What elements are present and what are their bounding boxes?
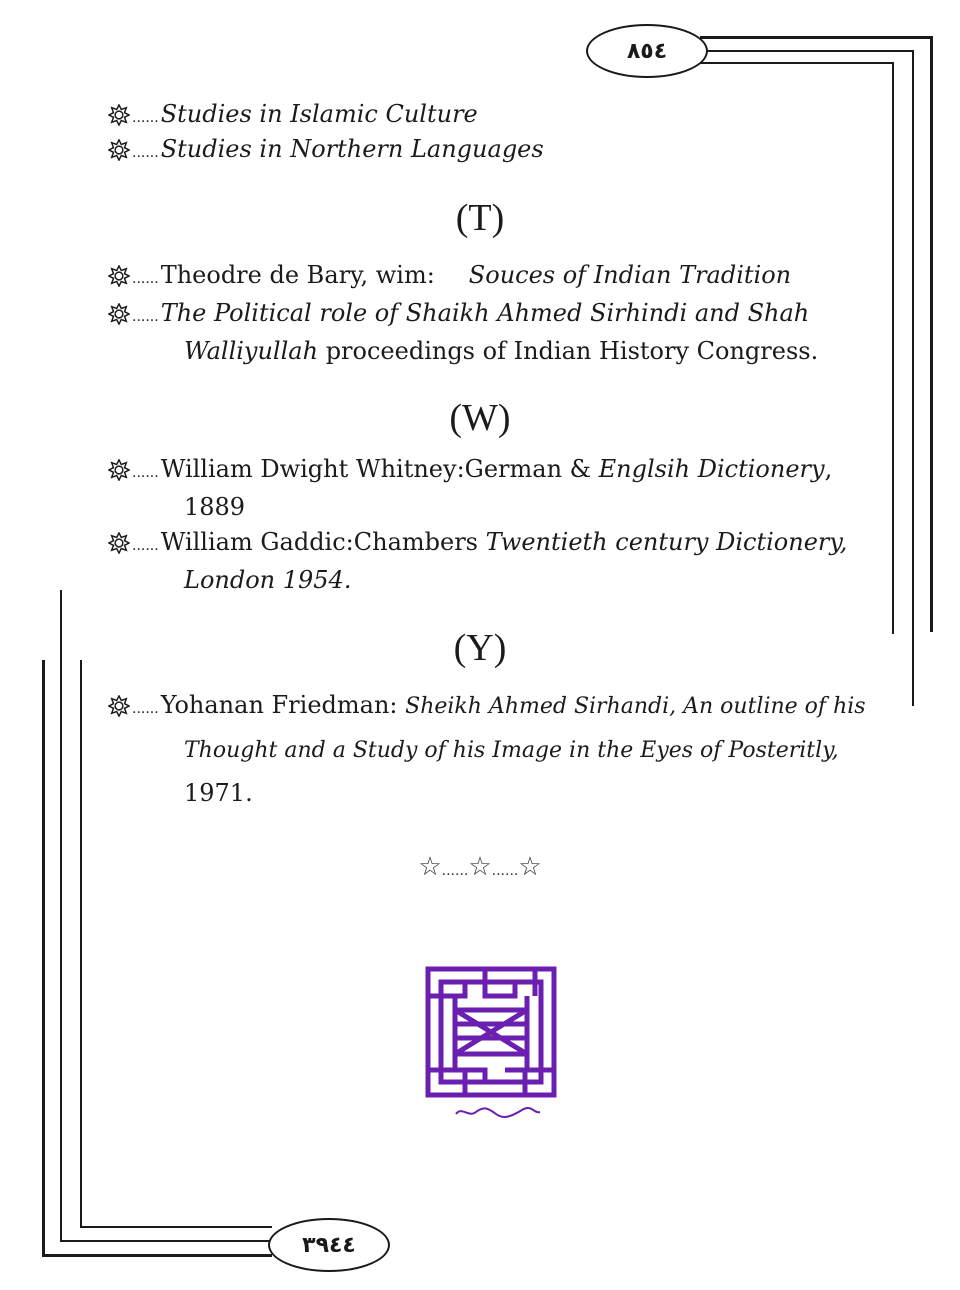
- top-page-number: ٨٥٤: [586, 24, 708, 78]
- dot-leader: ......: [132, 701, 159, 717]
- frame-line: [930, 36, 933, 632]
- section-heading: (T): [455, 197, 505, 239]
- frame-line: [42, 660, 45, 1256]
- frame-line: [892, 62, 894, 634]
- ornament-star-icon: [108, 695, 130, 717]
- entry-year: 1971.: [184, 779, 253, 807]
- ornament-star-icon: [108, 104, 130, 126]
- seal-signature-icon: [452, 1104, 542, 1120]
- entry-title: Englsih Dictionery: [598, 455, 825, 483]
- frame-line: [700, 36, 932, 39]
- entry-title: Studies in Islamic Culture: [160, 100, 478, 128]
- dot-leader: ......: [132, 538, 159, 554]
- entry-title: Sheikh Ahmed Sirhandi, An outline of his: [405, 694, 866, 719]
- library-seal-icon: [425, 966, 557, 1098]
- entry-title: Souces of Indian Tradition: [468, 261, 792, 289]
- frame-line: [42, 1254, 272, 1257]
- frame-line: [912, 50, 914, 706]
- entry-title-continuation: Thought and a Study of his Image in the Eyes of Posteritly,: [184, 738, 839, 763]
- dot-leader: ......: [132, 145, 159, 161]
- section-heading: (Y): [453, 627, 507, 669]
- bibliography-entry: [108, 132, 544, 170]
- entry-continuation: [108, 334, 868, 368]
- entry-title: The Political role of Shaikh Ahmed Sirhindi and Shah: [160, 299, 810, 327]
- frame-line: [60, 1240, 272, 1242]
- entry-title-continuation: Walliyullah: [184, 337, 319, 365]
- star-icon: ☆: [468, 852, 492, 882]
- entry-author: Yohanan Friedman:: [160, 691, 406, 719]
- section-heading: (W): [449, 397, 511, 439]
- star-icon: ☆: [418, 852, 442, 882]
- bibliography-entry: [108, 258, 791, 296]
- entry-year: 1889: [184, 493, 246, 521]
- entry-author: William Dwight Whitney:German &: [160, 455, 599, 483]
- entry-title: Twentieth century Dictionery,: [485, 528, 848, 556]
- star-icon: ☆: [518, 852, 542, 882]
- ornament-star-icon: [108, 532, 130, 554]
- frame-line: [700, 62, 894, 64]
- bibliography-entry: [108, 452, 868, 524]
- separator-dots: ......: [491, 863, 519, 879]
- separator-dots: ......: [441, 863, 469, 879]
- dot-leader: ......: [132, 465, 159, 481]
- bibliography-entry: [108, 525, 868, 597]
- frame-line: [60, 590, 62, 1242]
- bottom-page-number: ٣٩٤٤: [268, 1218, 390, 1272]
- end-separator: [0, 852, 960, 882]
- bibliography-entry: [108, 684, 868, 814]
- ornament-star-icon: [108, 139, 130, 161]
- bibliography-entry: [108, 296, 868, 368]
- dot-leader: ......: [132, 110, 159, 126]
- ornament-star-icon: [108, 303, 130, 325]
- frame-line: [80, 660, 82, 1228]
- ornament-star-icon: [108, 459, 130, 481]
- entry-publication: London 1954.: [184, 566, 352, 594]
- frame-line: [80, 1226, 272, 1228]
- frame-line: [700, 50, 914, 52]
- bibliography-entry: [108, 97, 478, 135]
- entry-author: William Gaddic:Chambers: [160, 528, 486, 556]
- dot-leader: ......: [132, 271, 159, 287]
- entry-punct: ,: [824, 455, 833, 483]
- dot-leader: ......: [132, 309, 159, 325]
- ornament-star-icon: [108, 265, 130, 287]
- entry-source: proceedings of Indian History Congress.: [318, 337, 819, 365]
- entry-author: Theodre de Bary, wim:: [160, 261, 435, 289]
- entry-title: Studies in Northern Languages: [160, 135, 544, 163]
